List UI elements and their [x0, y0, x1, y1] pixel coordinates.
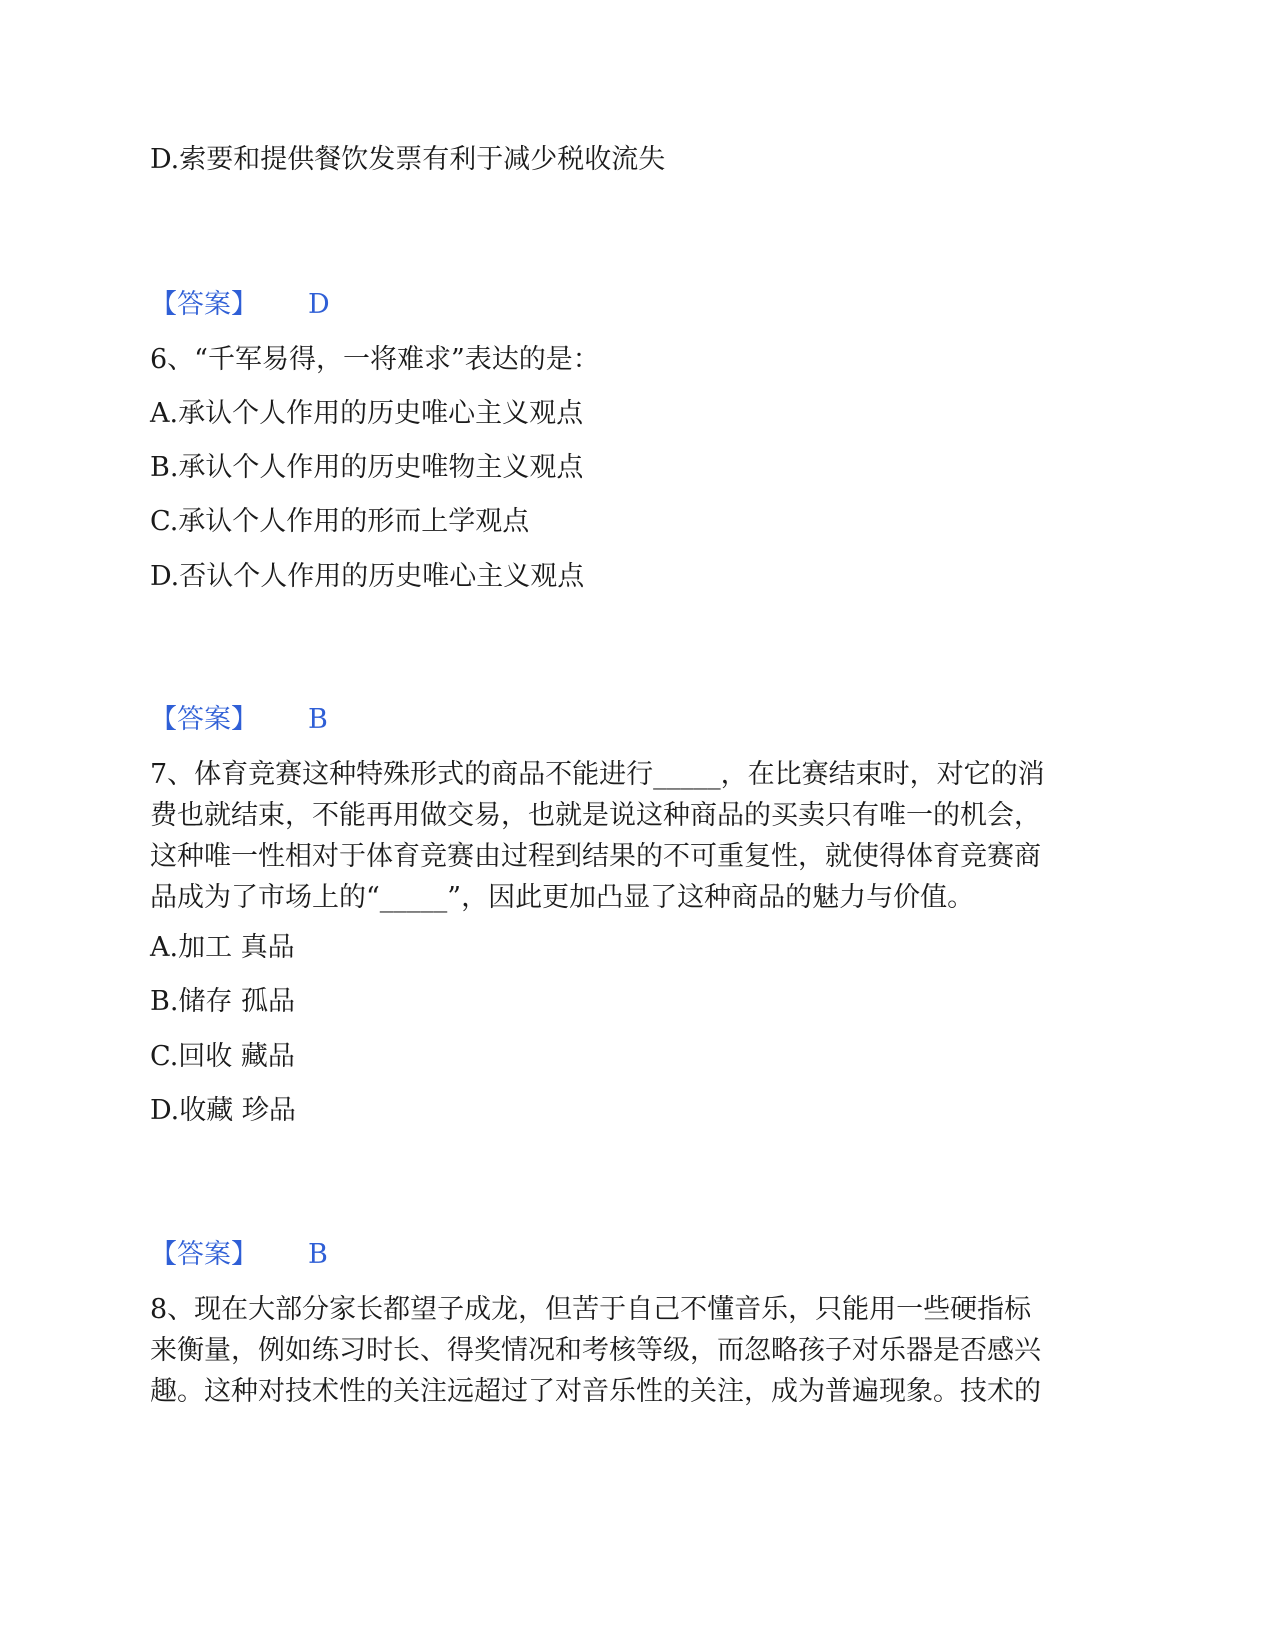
- q8-stem-line-3: 趣。这种对技术性的关注远超过了对音乐性的关注，成为普遍现象。技术的: [150, 1376, 1041, 1407]
- q7-stem-line-4: 品成为了市场上的“_____”，因此更加凸显了这种商品的魅力与价值。: [150, 882, 975, 913]
- q6-stem: 6、“千军易得，一将难求”表达的是：: [150, 344, 600, 375]
- q7-answer: [150, 1235, 328, 1275]
- answer-value: B: [308, 704, 328, 735]
- answer-value: B: [308, 1239, 328, 1270]
- q7-option-a: A.加工 真品: [150, 932, 295, 963]
- q6-option-b: B.承认个人作用的历史唯物主义观点: [150, 452, 584, 483]
- q5-option-d: D.索要和提供餐饮发票有利于减少税收流失: [150, 144, 666, 175]
- q8-stem-line-2: 来衡量，例如练习时长、得奖情况和考核等级，而忽略孩子对乐器是否感兴: [150, 1335, 1041, 1366]
- q6-option-a: A.承认个人作用的历史唯心主义观点: [150, 398, 584, 429]
- q7-stem-line-3: 这种唯一性相对于体育竞赛由过程到结果的不可重复性，就使得体育竞赛商: [150, 841, 1041, 872]
- answer-label: 【答案】: [150, 1239, 258, 1270]
- q6-answer: [150, 700, 328, 740]
- answer-label: 【答案】: [150, 289, 258, 320]
- q6-option-d: D.否认个人作用的历史唯心主义观点: [150, 561, 585, 592]
- q6-option-c: C.承认个人作用的形而上学观点: [150, 506, 530, 537]
- q7-option-d: D.收藏 珍品: [150, 1095, 296, 1126]
- q8-stem-line-1: 8、现在大部分家长都望子成龙，但苦于自己不懂音乐，只能用一些硬指标: [150, 1294, 1032, 1325]
- answer-label: 【答案】: [150, 704, 258, 735]
- q7-stem-line-2: 费也就结束，不能再用做交易，也就是说这种商品的买卖只有唯一的机会，: [150, 800, 1041, 831]
- q7-option-c: C.回收 藏品: [150, 1041, 295, 1072]
- q5-answer: [150, 285, 330, 325]
- q7-option-b: B.储存 孤品: [150, 986, 296, 1017]
- answer-value: D: [308, 289, 330, 320]
- q7-stem-line-1: 7、体育竞赛这种特殊形式的商品不能进行_____，在比赛结束时，对它的消: [150, 759, 1045, 790]
